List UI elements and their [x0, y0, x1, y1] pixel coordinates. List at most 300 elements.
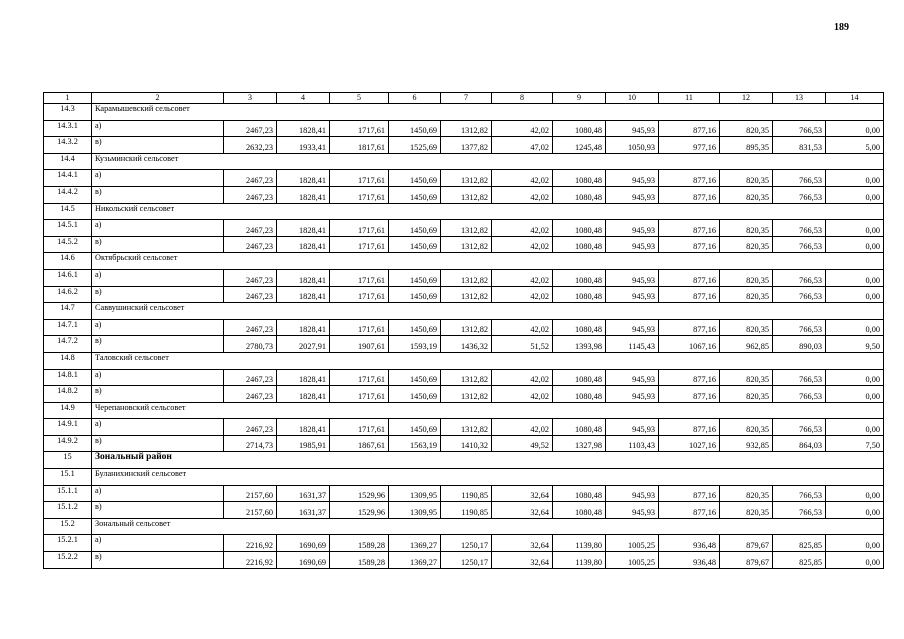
value-cell: 1312,82	[441, 236, 492, 253]
value-cell: 1717,61	[330, 236, 389, 253]
value-cell: 1631,37	[277, 485, 330, 502]
value-cell: 1080,48	[553, 369, 606, 386]
column-header: 13	[773, 93, 826, 104]
table-row	[44, 369, 884, 386]
value-cell: 977,16	[659, 137, 720, 154]
row-label: в)	[92, 386, 224, 403]
value-cell: 1717,61	[330, 286, 389, 303]
value-cell: 42,02	[492, 269, 553, 286]
row-label: а)	[92, 369, 224, 386]
value-cell: 1250,17	[441, 535, 492, 552]
value-cell: 1312,82	[441, 286, 492, 303]
value-cell: 1717,61	[330, 220, 389, 237]
value-cell: 1828,41	[277, 120, 330, 137]
row-label: а)	[92, 319, 224, 336]
value-cell: 7,50	[826, 435, 884, 452]
row-code: 15.2.1	[44, 535, 92, 552]
value-cell: 0,00	[826, 220, 884, 237]
row-label: в)	[92, 186, 224, 203]
value-cell: 1450,69	[389, 269, 441, 286]
section-title: Кузьминский сельсовет	[92, 153, 884, 170]
table-row	[44, 502, 884, 519]
value-cell: 1312,82	[441, 120, 492, 137]
row-code: 14.7.2	[44, 336, 92, 353]
column-header: 5	[330, 93, 389, 104]
value-cell: 1828,41	[277, 186, 330, 203]
value-cell: 945,93	[606, 186, 659, 203]
value-cell: 877,16	[659, 485, 720, 502]
value-cell: 1080,48	[553, 502, 606, 519]
value-cell: 945,93	[606, 319, 659, 336]
value-cell: 877,16	[659, 419, 720, 436]
value-cell: 1080,48	[553, 485, 606, 502]
value-cell: 1450,69	[389, 186, 441, 203]
value-cell: 1450,69	[389, 386, 441, 403]
table-row	[44, 552, 884, 569]
row-code: 14.6.2	[44, 286, 92, 303]
value-cell: 1436,32	[441, 336, 492, 353]
value-cell: 877,16	[659, 319, 720, 336]
section-title: Черепановский сельсовет	[92, 402, 884, 419]
header-row	[44, 93, 884, 104]
value-cell: 1410,32	[441, 435, 492, 452]
value-cell: 1717,61	[330, 419, 389, 436]
row-label: в)	[92, 286, 224, 303]
value-cell: 1717,61	[330, 269, 389, 286]
table-row	[44, 485, 884, 502]
section-row	[44, 303, 884, 320]
value-cell: 766,53	[773, 120, 826, 137]
row-label: в)	[92, 552, 224, 569]
row-label: а)	[92, 120, 224, 137]
value-cell: 945,93	[606, 236, 659, 253]
value-cell: 945,93	[606, 369, 659, 386]
value-cell: 766,53	[773, 269, 826, 286]
value-cell: 0,00	[826, 319, 884, 336]
value-cell: 1369,27	[389, 552, 441, 569]
value-cell: 879,67	[720, 552, 773, 569]
row-label: в)	[92, 236, 224, 253]
value-cell: 825,85	[773, 535, 826, 552]
row-code: 14.6.1	[44, 269, 92, 286]
row-code: 14.9.2	[44, 435, 92, 452]
value-cell: 1828,41	[277, 286, 330, 303]
table-row	[44, 386, 884, 403]
section-title: Карамышевский сельсовет	[92, 104, 884, 121]
value-cell: 1080,48	[553, 120, 606, 137]
value-cell: 0,00	[826, 535, 884, 552]
value-cell: 945,93	[606, 286, 659, 303]
value-cell: 1005,25	[606, 535, 659, 552]
value-cell: 0,00	[826, 269, 884, 286]
value-cell: 1050,93	[606, 137, 659, 154]
value-cell: 1828,41	[277, 269, 330, 286]
value-cell: 820,35	[720, 386, 773, 403]
value-cell: 1828,41	[277, 236, 330, 253]
value-cell: 945,93	[606, 120, 659, 137]
value-cell: 1312,82	[441, 269, 492, 286]
value-cell: 879,67	[720, 535, 773, 552]
value-cell: 2467,23	[224, 120, 277, 137]
row-label: в)	[92, 137, 224, 154]
row-label: в)	[92, 435, 224, 452]
section-title: Зональный район	[92, 452, 884, 469]
column-header: 11	[659, 93, 720, 104]
section-title: Никольский сельсовет	[92, 203, 884, 220]
value-cell: 1690,69	[277, 535, 330, 552]
table-body	[44, 93, 884, 569]
value-cell: 2467,23	[224, 236, 277, 253]
value-cell: 1828,41	[277, 386, 330, 403]
table-row	[44, 137, 884, 154]
value-cell: 825,85	[773, 552, 826, 569]
value-cell: 1717,61	[330, 386, 389, 403]
value-cell: 1080,48	[553, 170, 606, 187]
row-code: 14.4.1	[44, 170, 92, 187]
row-code: 15.2.2	[44, 552, 92, 569]
value-cell: 1080,48	[553, 419, 606, 436]
column-header: 7	[441, 93, 492, 104]
value-cell: 766,53	[773, 485, 826, 502]
value-cell: 820,35	[720, 369, 773, 386]
section-title: Октябрьский сельсовет	[92, 253, 884, 270]
value-cell: 1312,82	[441, 419, 492, 436]
value-cell: 1593,19	[389, 336, 441, 353]
value-cell: 1529,96	[330, 502, 389, 519]
section-code: 15.1	[44, 469, 92, 486]
value-cell: 1717,61	[330, 186, 389, 203]
value-cell: 962,85	[720, 336, 773, 353]
value-cell: 1327,98	[553, 435, 606, 452]
value-cell: 820,35	[720, 502, 773, 519]
value-cell: 1312,82	[441, 170, 492, 187]
section-row	[44, 518, 884, 535]
value-cell: 1717,61	[330, 319, 389, 336]
value-cell: 42,02	[492, 419, 553, 436]
section-title: Саввушинский сельсовет	[92, 303, 884, 320]
value-cell: 0,00	[826, 286, 884, 303]
value-cell: 1717,61	[330, 369, 389, 386]
value-cell: 9,50	[826, 336, 884, 353]
section-code: 14.3	[44, 104, 92, 121]
value-cell: 42,02	[492, 220, 553, 237]
value-cell: 1250,17	[441, 552, 492, 569]
value-cell: 42,02	[492, 319, 553, 336]
column-header: 2	[92, 93, 224, 104]
value-cell: 820,35	[720, 286, 773, 303]
value-cell: 32,64	[492, 535, 553, 552]
value-cell: 2467,23	[224, 319, 277, 336]
table-row	[44, 535, 884, 552]
section-code: 14.8	[44, 352, 92, 369]
value-cell: 1245,48	[553, 137, 606, 154]
value-cell: 945,93	[606, 269, 659, 286]
column-header: 3	[224, 93, 277, 104]
value-cell: 1145,43	[606, 336, 659, 353]
value-cell: 945,93	[606, 419, 659, 436]
value-cell: 42,02	[492, 120, 553, 137]
column-header: 9	[553, 93, 606, 104]
table-row	[44, 236, 884, 253]
value-cell: 766,53	[773, 502, 826, 519]
value-cell: 1525,69	[389, 137, 441, 154]
value-cell: 0,00	[826, 419, 884, 436]
value-cell: 877,16	[659, 286, 720, 303]
value-cell: 1080,48	[553, 186, 606, 203]
value-cell: 2467,23	[224, 386, 277, 403]
row-code: 14.3.1	[44, 120, 92, 137]
value-cell: 2027,91	[277, 336, 330, 353]
value-cell: 1369,27	[389, 535, 441, 552]
value-cell: 820,35	[720, 319, 773, 336]
value-cell: 1393,98	[553, 336, 606, 353]
row-label: а)	[92, 220, 224, 237]
column-header: 8	[492, 93, 553, 104]
value-cell: 1450,69	[389, 120, 441, 137]
value-cell: 945,93	[606, 502, 659, 519]
value-cell: 1312,82	[441, 369, 492, 386]
value-cell: 766,53	[773, 369, 826, 386]
value-cell: 820,35	[720, 186, 773, 203]
value-cell: 1529,96	[330, 485, 389, 502]
value-cell: 2632,23	[224, 137, 277, 154]
row-code: 14.5.1	[44, 220, 92, 237]
value-cell: 766,53	[773, 419, 826, 436]
value-cell: 32,64	[492, 552, 553, 569]
section-row	[44, 203, 884, 220]
value-cell: 877,16	[659, 386, 720, 403]
value-cell: 1080,48	[553, 269, 606, 286]
value-cell: 945,93	[606, 170, 659, 187]
value-cell: 1190,85	[441, 485, 492, 502]
value-cell: 42,02	[492, 186, 553, 203]
row-label: а)	[92, 535, 224, 552]
value-cell: 32,64	[492, 502, 553, 519]
value-cell: 1080,48	[553, 236, 606, 253]
value-cell: 1985,91	[277, 435, 330, 452]
value-cell: 1563,19	[389, 435, 441, 452]
value-cell: 766,53	[773, 186, 826, 203]
value-cell: 0,00	[826, 502, 884, 519]
value-cell: 945,93	[606, 485, 659, 502]
row-label: а)	[92, 485, 224, 502]
value-cell: 1080,48	[553, 286, 606, 303]
value-cell: 1309,95	[389, 485, 441, 502]
value-cell: 2714,73	[224, 435, 277, 452]
value-cell: 945,93	[606, 386, 659, 403]
value-cell: 877,16	[659, 170, 720, 187]
value-cell: 766,53	[773, 386, 826, 403]
value-cell: 1828,41	[277, 170, 330, 187]
table-row	[44, 286, 884, 303]
value-cell: 1005,25	[606, 552, 659, 569]
value-cell: 877,16	[659, 269, 720, 286]
value-cell: 1933,41	[277, 137, 330, 154]
column-header: 1	[44, 93, 92, 104]
table-row	[44, 269, 884, 286]
value-cell: 820,35	[720, 220, 773, 237]
section-code: 14.6	[44, 253, 92, 270]
value-cell: 936,48	[659, 552, 720, 569]
row-code: 14.8.2	[44, 386, 92, 403]
value-cell: 1828,41	[277, 419, 330, 436]
tariff-table	[43, 92, 884, 569]
value-cell: 877,16	[659, 502, 720, 519]
value-cell: 1312,82	[441, 220, 492, 237]
value-cell: 2467,23	[224, 419, 277, 436]
value-cell: 766,53	[773, 220, 826, 237]
value-cell: 32,64	[492, 485, 553, 502]
value-cell: 5,00	[826, 137, 884, 154]
column-header: 6	[389, 93, 441, 104]
value-cell: 864,03	[773, 435, 826, 452]
value-cell: 1450,69	[389, 319, 441, 336]
value-cell: 1631,37	[277, 502, 330, 519]
value-cell: 0,00	[826, 369, 884, 386]
table-row	[44, 419, 884, 436]
value-cell: 1867,61	[330, 435, 389, 452]
value-cell: 1139,80	[553, 535, 606, 552]
value-cell: 42,02	[492, 369, 553, 386]
value-cell: 1080,48	[553, 319, 606, 336]
value-cell: 877,16	[659, 369, 720, 386]
row-label: в)	[92, 502, 224, 519]
section-row	[44, 469, 884, 486]
table-row	[44, 336, 884, 353]
value-cell: 49,52	[492, 435, 553, 452]
section-row	[44, 253, 884, 270]
value-cell: 820,35	[720, 485, 773, 502]
value-cell: 1190,85	[441, 502, 492, 519]
section-title: Зональный сельсовет	[92, 518, 884, 535]
value-cell: 42,02	[492, 236, 553, 253]
table-row	[44, 120, 884, 137]
section-code: 14.7	[44, 303, 92, 320]
value-cell: 2216,92	[224, 535, 277, 552]
value-cell: 932,85	[720, 435, 773, 452]
value-cell: 1817,61	[330, 137, 389, 154]
value-cell: 2467,23	[224, 369, 277, 386]
value-cell: 0,00	[826, 485, 884, 502]
value-cell: 1828,41	[277, 369, 330, 386]
row-label: а)	[92, 269, 224, 286]
value-cell: 1450,69	[389, 220, 441, 237]
value-cell: 1717,61	[330, 120, 389, 137]
value-cell: 0,00	[826, 170, 884, 187]
row-label: а)	[92, 170, 224, 187]
value-cell: 1027,16	[659, 435, 720, 452]
row-label: а)	[92, 419, 224, 436]
value-cell: 1907,61	[330, 336, 389, 353]
section-row	[44, 352, 884, 369]
value-cell: 0,00	[826, 386, 884, 403]
value-cell: 877,16	[659, 186, 720, 203]
value-cell: 1450,69	[389, 236, 441, 253]
section-code: 14.4	[44, 153, 92, 170]
value-cell: 2157,60	[224, 502, 277, 519]
value-cell: 820,35	[720, 236, 773, 253]
value-cell: 1312,82	[441, 186, 492, 203]
value-cell: 945,93	[606, 220, 659, 237]
value-cell: 820,35	[720, 269, 773, 286]
row-code: 14.7.1	[44, 319, 92, 336]
value-cell: 0,00	[826, 236, 884, 253]
section-title: Таловский сельсовет	[92, 352, 884, 369]
value-cell: 1377,82	[441, 137, 492, 154]
value-cell: 766,53	[773, 319, 826, 336]
column-header: 14	[826, 93, 884, 104]
row-code: 15.1.1	[44, 485, 92, 502]
value-cell: 42,02	[492, 286, 553, 303]
section-code: 15.2	[44, 518, 92, 535]
table-row	[44, 186, 884, 203]
value-cell: 877,16	[659, 236, 720, 253]
value-cell: 2467,23	[224, 170, 277, 187]
section-code: 14.5	[44, 203, 92, 220]
value-cell: 831,53	[773, 137, 826, 154]
section-code: 15	[44, 452, 92, 469]
section-row	[44, 452, 884, 469]
table-row	[44, 220, 884, 237]
value-cell: 890,03	[773, 336, 826, 353]
value-cell: 2467,23	[224, 286, 277, 303]
value-cell: 2157,60	[224, 485, 277, 502]
value-cell: 1589,28	[330, 552, 389, 569]
value-cell: 820,35	[720, 419, 773, 436]
row-code: 14.3.2	[44, 137, 92, 154]
value-cell: 1312,82	[441, 319, 492, 336]
value-cell: 877,16	[659, 220, 720, 237]
value-cell: 51,52	[492, 336, 553, 353]
value-cell: 2467,23	[224, 269, 277, 286]
value-cell: 0,00	[826, 120, 884, 137]
value-cell: 766,53	[773, 236, 826, 253]
table-row	[44, 170, 884, 187]
section-title: Буланихинский сельсовет	[92, 469, 884, 486]
value-cell: 1450,69	[389, 369, 441, 386]
value-cell: 936,48	[659, 535, 720, 552]
value-cell: 1450,69	[389, 170, 441, 187]
value-cell: 1589,28	[330, 535, 389, 552]
column-header: 12	[720, 93, 773, 104]
section-code: 14.9	[44, 402, 92, 419]
row-code: 14.8.1	[44, 369, 92, 386]
column-header: 4	[277, 93, 330, 104]
value-cell: 1690,69	[277, 552, 330, 569]
value-cell: 766,53	[773, 170, 826, 187]
value-cell: 1080,48	[553, 386, 606, 403]
value-cell: 2780,73	[224, 336, 277, 353]
section-row	[44, 104, 884, 121]
value-cell: 820,35	[720, 170, 773, 187]
table-row	[44, 319, 884, 336]
value-cell: 1103,43	[606, 435, 659, 452]
value-cell: 1450,69	[389, 419, 441, 436]
row-code: 14.9.1	[44, 419, 92, 436]
column-header: 10	[606, 93, 659, 104]
value-cell: 0,00	[826, 552, 884, 569]
value-cell: 877,16	[659, 120, 720, 137]
row-code: 14.5.2	[44, 236, 92, 253]
value-cell: 1828,41	[277, 220, 330, 237]
value-cell: 1312,82	[441, 386, 492, 403]
value-cell: 1450,69	[389, 286, 441, 303]
value-cell: 47,02	[492, 137, 553, 154]
value-cell: 2467,23	[224, 186, 277, 203]
page-number: 189	[834, 22, 849, 33]
value-cell: 1067,16	[659, 336, 720, 353]
value-cell: 766,53	[773, 286, 826, 303]
